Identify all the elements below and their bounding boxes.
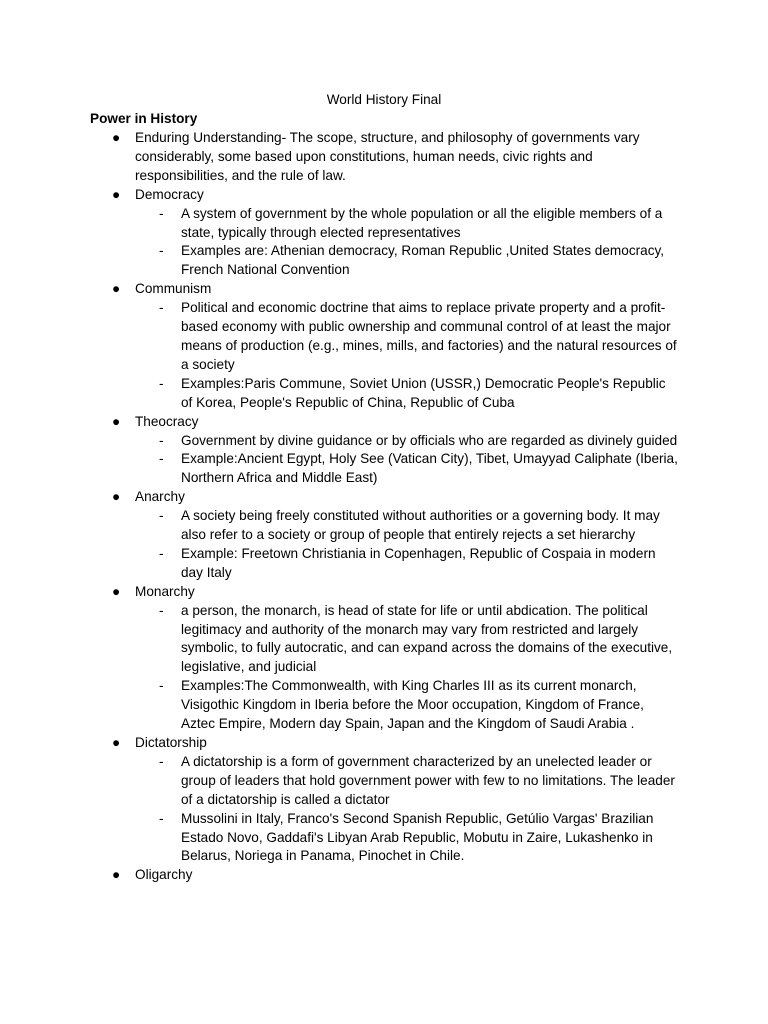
topic-label: Communism [135, 281, 212, 297]
bullet-icon: ● [112, 735, 121, 750]
sub-item [0, 299, 768, 375]
dash-icon: - [159, 678, 164, 694]
sub-item [0, 677, 768, 734]
topic-label: Theocracy [135, 413, 199, 429]
topic-item-oligarchy [0, 866, 768, 885]
sub-item-text: Government by divine guidance or by officials who are regarded as divinely guided [181, 432, 678, 448]
sub-item [0, 242, 768, 280]
dash-icon: - [159, 602, 164, 618]
dash-icon: - [159, 810, 164, 826]
sub-item-text: A system of government by the whole population or all the eligible members of a state, typically through elected representatives [181, 205, 663, 240]
dash-icon: - [159, 243, 164, 259]
bullet-icon: ● [112, 867, 121, 883]
sub-item-text: A society being freely constituted without authorities or a governing body. It may also refer to a society or group of people that entirely rejects a set hierarchy [181, 508, 660, 543]
bullet-icon: ● [112, 130, 121, 145]
topic-item-democracy [0, 186, 768, 281]
document-title: World History Final [326, 92, 442, 107]
dash-icon: - [159, 753, 164, 769]
dash-icon: - [159, 432, 164, 448]
sub-item-text: Mussolini in Italy, Franco's Second Spanish Republic, Getúlio Vargas' Brazilian Estado Novo, Gaddafi's Libyan Arab Republic, Mobutu in Zaire, Lukashenko in Belarus, Noriega in Panama, Pinochet in Chile. [181, 810, 654, 864]
topic-label: Oligarchy [135, 867, 193, 883]
sub-list [0, 205, 768, 281]
topic-item-monarchy [0, 583, 768, 734]
bullet-icon: ● [112, 281, 121, 297]
bullet-icon: ● [112, 413, 121, 429]
bullet-icon: ● [112, 186, 121, 202]
sub-item [0, 450, 768, 488]
sub-item [0, 507, 768, 545]
dash-icon: - [159, 545, 164, 561]
sub-item-text: Examples are: Athenian democracy, Roman Republic ,United States democracy, French National Convention [181, 243, 665, 278]
sub-item-text: Political and economic doctrine that aims to replace private property and a profit-based economy with public ownership and communal control of at least the major means of production (e.g., mines, mills, and factories) and the natural resources of a society [181, 300, 677, 372]
topic-label: Dictatorship [135, 735, 207, 750]
sub-list [0, 299, 768, 412]
topic-item-anarchy [0, 488, 768, 583]
sub-item [0, 810, 768, 867]
sub-item-text: a person, the monarch, is head of state for life or until abdication. The political legitimacy and authority of the monarch may vary from restricted and largely symbolic, to fully autocratic, and can expand across the domains of the executive, legislative, and judicial [181, 602, 673, 675]
topic-label: Enduring Understanding- The scope, structure, and philosophy of governments vary considerably, some based upon constitutions, human needs, civic rights and responsibilities, and the rule of law. [135, 130, 640, 183]
sub-item [0, 545, 768, 583]
sub-item-text: Example: Freetown Christiania in Copenhagen, Republic of Cospaia in modern day Italy [181, 545, 656, 580]
sub-item [0, 602, 768, 678]
dash-icon: - [159, 300, 164, 316]
sub-list [0, 507, 768, 583]
dash-icon: - [159, 205, 164, 221]
sub-item [0, 753, 768, 810]
topic-item-enduring-understanding [0, 129, 768, 186]
topic-item-dictatorship [0, 734, 768, 866]
topic-item-theocracy [0, 413, 768, 489]
sub-item [0, 375, 768, 413]
topic-label: Democracy [135, 186, 204, 202]
topic-item-communism [0, 280, 768, 412]
sub-item [0, 432, 768, 451]
sub-item [0, 205, 768, 243]
sub-list [0, 602, 768, 734]
topic-label: Monarchy [135, 583, 195, 599]
sub-list [0, 753, 768, 866]
sub-item-text: Examples:Paris Commune, Soviet Union (USSR,) Democratic People's Republic of Korea, People's Republic of China, Republic of Cuba [181, 375, 666, 410]
dash-icon: - [159, 451, 164, 467]
dash-icon: - [159, 508, 164, 524]
section-heading: Power in History [90, 111, 198, 126]
sub-item-text: A dictatorship is a form of government characterized by an unelected leader or group of leaders that hold government power with few to no limitations. The leader of a dictatorship is called a dictator [181, 753, 675, 807]
bullet-icon: ● [112, 489, 121, 505]
topic-list [0, 129, 768, 885]
dash-icon: - [159, 375, 164, 391]
bullet-icon: ● [112, 583, 121, 599]
topic-label: Anarchy [135, 489, 185, 505]
sub-item-text: Examples:The Commonwealth, with King Charles III as its current monarch, Visigothic Kingdom in Iberia before the Moor occupation, Kingdom of France, Aztec Empire, Modern day Spain, Japan and the Kingdom of Saudi Arabia . [181, 678, 644, 732]
sub-item-text: Example:Ancient Egypt, Holy See (Vatican City), Tibet, Umayyad Caliphate (Iberia, Northern Africa and Middle East) [181, 451, 678, 486]
sub-list [0, 432, 768, 489]
